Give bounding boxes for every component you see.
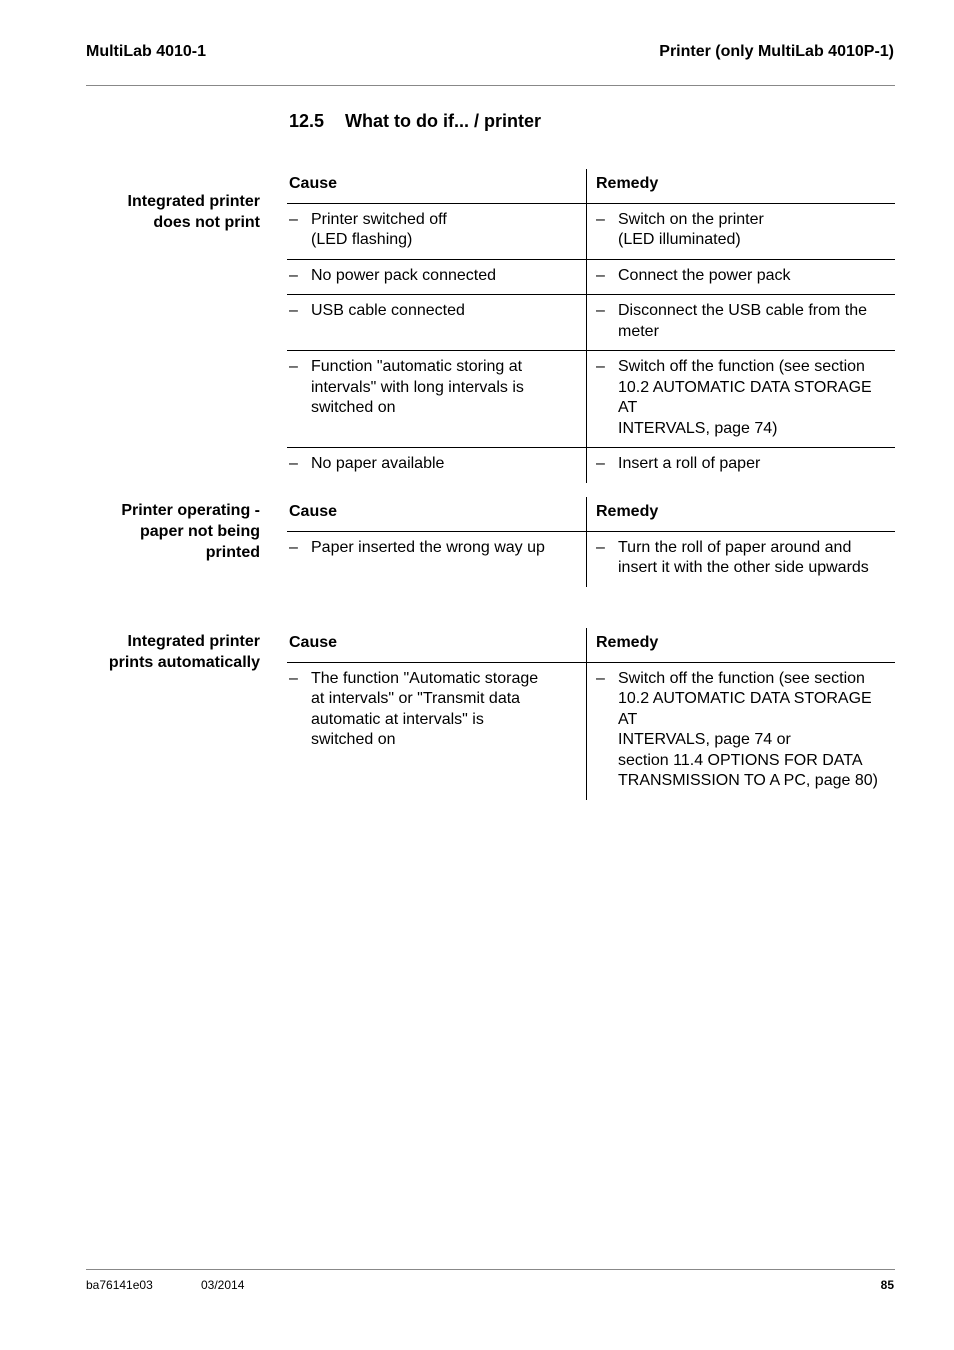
remedy-cell: – Turn the roll of paper around and insert it with the other side upwards xyxy=(596,538,869,576)
remedy-cell: – Disconnect the USB cable from the meter xyxy=(587,295,896,351)
cause-cell: – No power pack connected xyxy=(287,259,587,295)
remedy-header: Remedy xyxy=(587,169,896,203)
troubleshoot-table-3 xyxy=(287,628,895,800)
remedy-cell: – Connect the power pack xyxy=(587,259,896,295)
problem-label-3: Integrated printer prints automatically xyxy=(108,633,260,671)
section-title xyxy=(289,111,541,132)
table-row xyxy=(287,295,895,351)
cause-cell: – No paper available xyxy=(287,448,587,483)
cause-cell: – Paper inserted the wrong way up xyxy=(287,531,587,587)
table-row xyxy=(287,448,895,483)
remedy-cell: – Switch on the printer (LED illuminated) xyxy=(587,203,896,259)
cause-cell: – USB cable connected xyxy=(287,295,587,351)
section-title-text: What to do if... / printer xyxy=(345,111,541,131)
cause-header: Cause xyxy=(287,628,587,662)
table-row xyxy=(287,203,895,259)
remedy-cell: – Switch off the function (see section 10.2 AUTOMATIC DATA STORAGE AT INTERVALS, page 74) xyxy=(587,351,896,448)
footer-rule xyxy=(86,1269,895,1270)
table-row xyxy=(287,662,895,800)
remedy-header: Remedy xyxy=(587,497,896,531)
cause-cell: – Printer switched off (LED flashing) xyxy=(287,203,587,259)
cause-header: Cause xyxy=(287,169,587,203)
problem-label-2: Printer operating - paper not being printed xyxy=(121,502,260,561)
table-row xyxy=(287,259,895,295)
footer-date: 03/2014 xyxy=(201,1278,245,1292)
header-rule xyxy=(86,85,895,86)
remedy-cell: – Insert a roll of paper xyxy=(596,455,761,472)
table-row xyxy=(287,531,895,587)
cause-cell: – The function "Automatic storage at intervals" or "Transmit data automatic at intervals" is switched on xyxy=(287,662,587,800)
cause-cell: – Function "automatic storing at intervals" with long intervals is switched on xyxy=(287,351,587,448)
remedy-header: Remedy xyxy=(587,628,896,662)
page-number: 85 xyxy=(880,1278,894,1292)
problem-label-1: Integrated printer does not print xyxy=(127,193,260,231)
troubleshoot-table-2 xyxy=(287,497,895,587)
header-left: MultiLab 4010-1 xyxy=(86,43,207,60)
remedy-cell: – Switch off the function (see section 10.2 AUTOMATIC DATA STORAGE AT INTERVALS, page 74 or section 11.4 OPTIONS FOR DATA TRANSMISSION TO A PC, page 80) xyxy=(596,669,878,789)
header-right: Printer (only MultiLab 4010P-1) xyxy=(659,43,894,60)
footer-doc-id: ba76141e03 xyxy=(86,1278,153,1292)
table-row xyxy=(287,351,895,448)
section-number: 12.5 xyxy=(289,111,325,131)
cause-header: Cause xyxy=(287,497,587,531)
troubleshoot-table-1 xyxy=(287,169,895,483)
